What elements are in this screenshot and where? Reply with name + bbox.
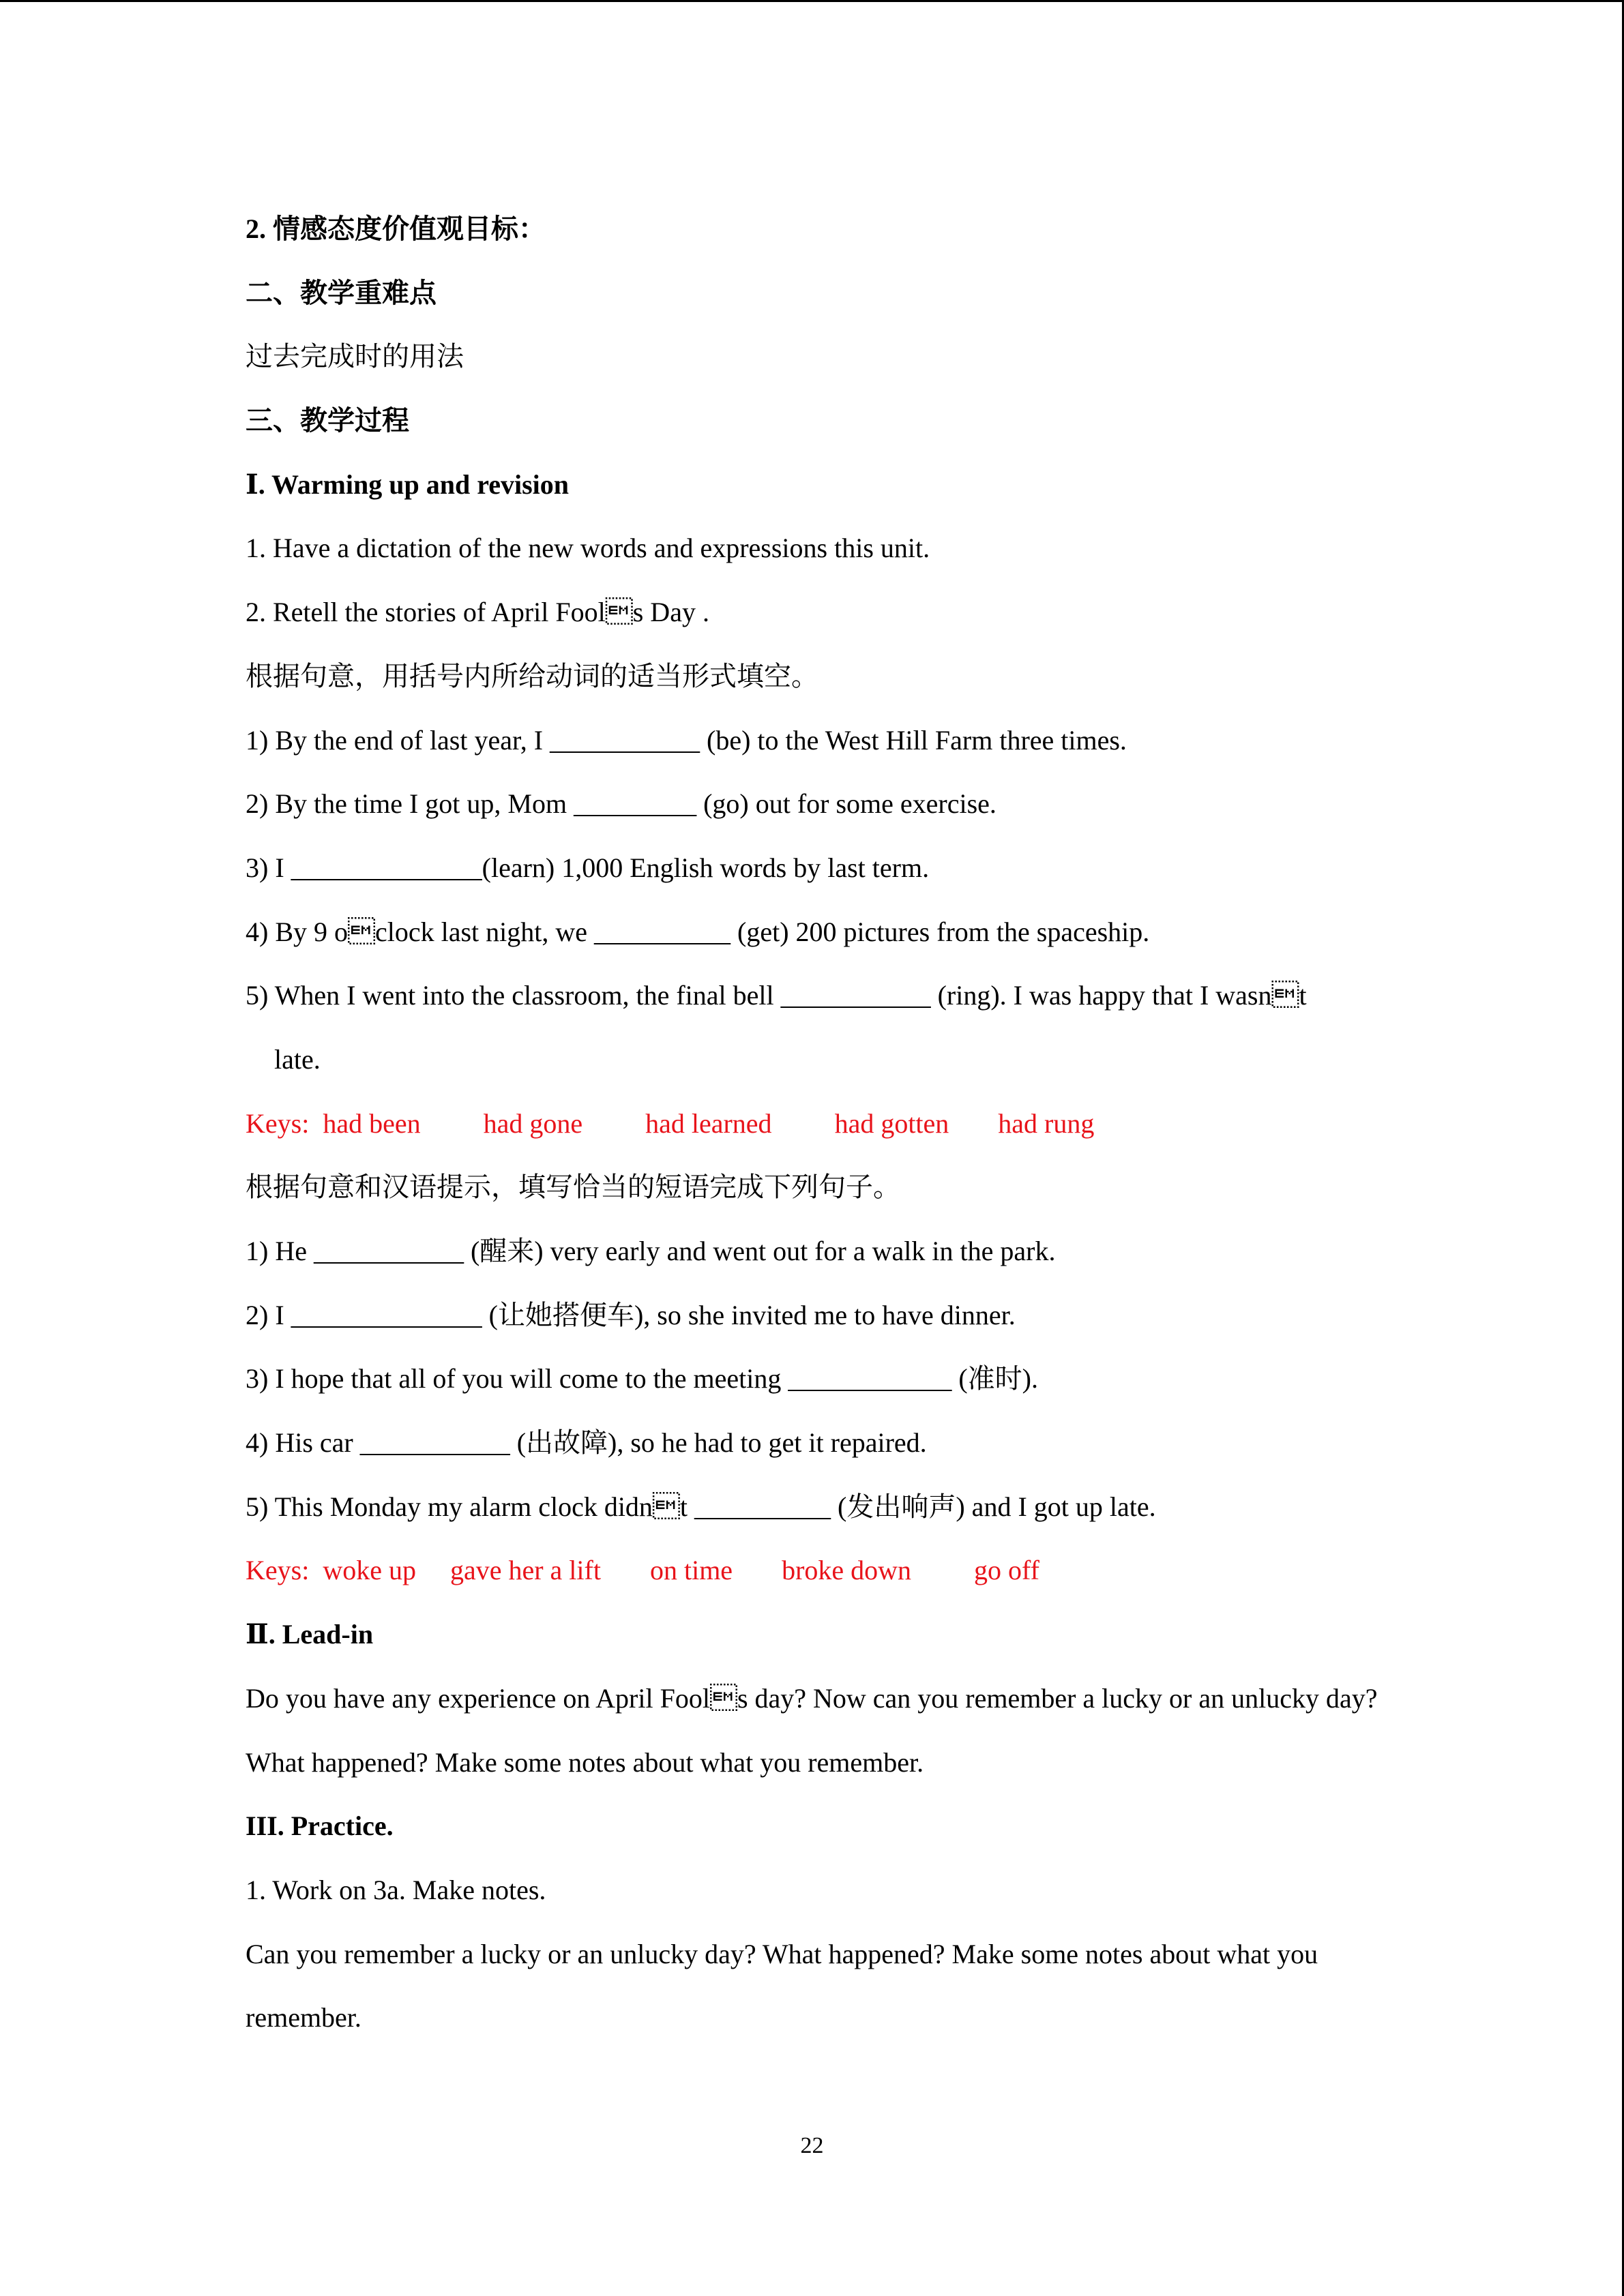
key-answer: broke down: [782, 1555, 912, 1586]
key-answer: had learned: [645, 1107, 772, 1139]
practice-item-1: 1. Work on 3a. Make notes.: [246, 1874, 546, 1905]
page-number: 22: [800, 2133, 824, 2158]
exercise1-item: 4) By 9 oclock last night, we __________ (get) 200 pictures from the spaceship.: [246, 916, 1150, 947]
lead-in-body: Do you have any experience on April Fools day? Now can you remember a lucky or an unlucky day? What happened? Make some notes about what you remember.: [246, 1682, 1378, 1778]
page-border-top: [0, 0, 1624, 2]
warming-up-item-1: 1. Have a dictation of the new words and expressions this unit.: [246, 533, 930, 564]
key-answer: had gotten: [834, 1107, 949, 1139]
part-title-warming-up: Ⅰ. Warming up and revision: [246, 468, 570, 500]
exercise1-item: 3) I ______________(learn) 1,000 English words by last term.: [246, 852, 930, 883]
exercise2-item: 2) I ______________ (让她搭便车), so she invited me to have dinner.: [246, 1299, 1016, 1330]
exercise1-item-continuation: late.: [274, 1043, 321, 1075]
section-title-process: 三、教学过程: [246, 405, 409, 436]
section-title-key-points: 二、教学重难点: [246, 277, 437, 308]
exercise2-item: 5) This Monday my alarm clock didnt __________ (发出响声) and I got up late.: [246, 1491, 1156, 1522]
keys-label: Keys:: [246, 1555, 310, 1586]
key-answer: go off: [974, 1555, 1039, 1586]
exercise2-item: 3) I hope that all of you will come to the meeting ____________ (准时).: [246, 1363, 1038, 1395]
part-title-practice: III. Practice.: [246, 1810, 394, 1842]
exercise2-item: 1) He ___________ (醒来) very early and went out for a walk in the park.: [246, 1236, 1056, 1266]
document-body: [246, 209, 1378, 2061]
practice-body: Can you remember a lucky or an unlucky day? What happened? Make some notes about what you remember.: [246, 1938, 1318, 2033]
key-answer: had gone: [483, 1107, 583, 1139]
goal-heading: 2. 情感态度价值观目标：: [246, 213, 546, 244]
key-answer: gave her a lift: [449, 1555, 601, 1586]
exercise2-instruction: 根据句意和汉语提示，填写恰当的短语完成下列句子。: [246, 1172, 900, 1203]
section-body-key-points: 过去完成时的用法: [246, 341, 464, 372]
exercise1-instruction: 根据句意，用括号内所给动词的适当形式填空。: [246, 660, 818, 691]
key-answer: had been: [323, 1107, 421, 1139]
exercise1-item: 1) By the end of last year, I ___________ (be) to the West Hill Farm three times.: [246, 724, 1127, 756]
exercise2-item: 4) His car ___________ (出故障), so he had to get it repaired.: [246, 1427, 927, 1459]
key-answer: woke up: [323, 1555, 416, 1586]
part-title-lead-in: Ⅱ. Lead-in: [246, 1619, 374, 1650]
exercise2-keys: [246, 1550, 1378, 1614]
exercise1-item: 5) When I went into the classroom, the final bell ___________ (ring). I was happy that I wasnt: [246, 980, 1307, 1011]
exercise1-item: 2) By the time I got up, Mom _________ (go) out for some exercise.: [246, 788, 996, 820]
exercise1-keys: [246, 1103, 1378, 1167]
key-answer: had rung: [998, 1107, 1095, 1139]
warming-up-item-2: 2. Retell the stories of April Fools Day .: [246, 597, 709, 628]
keys-label: Keys:: [246, 1107, 310, 1139]
key-answer: on time: [649, 1555, 733, 1586]
